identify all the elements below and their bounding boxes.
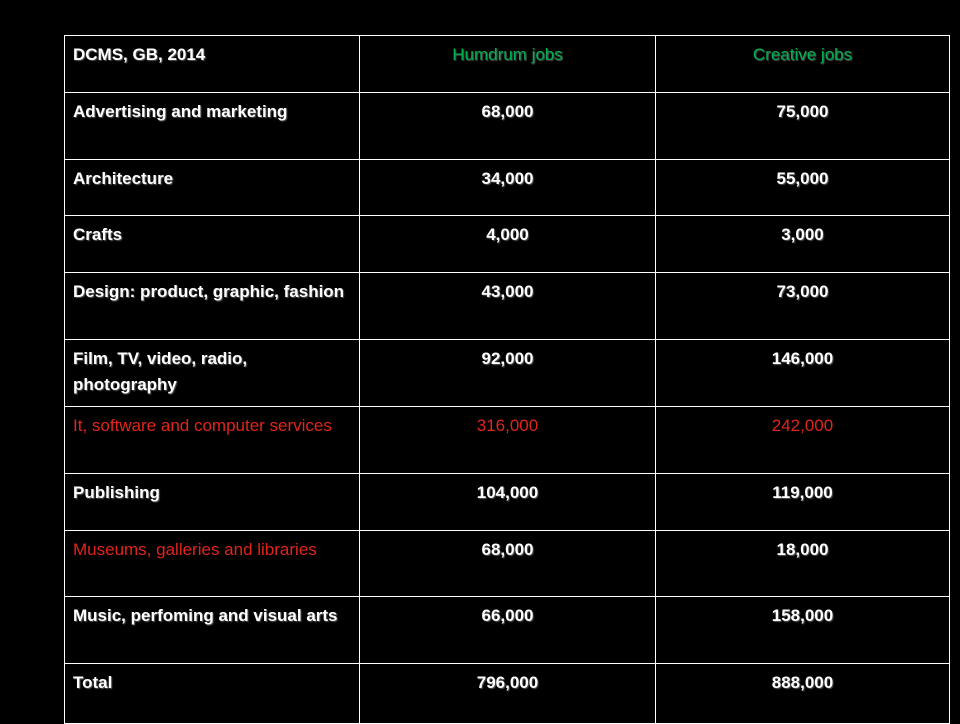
row-creative-value: 146,000 bbox=[656, 340, 950, 407]
row-category: Film, TV, video, radio, photography bbox=[65, 340, 360, 407]
row-humdrum-value: 68,000 bbox=[360, 531, 656, 597]
table-row bbox=[65, 93, 950, 160]
row-category: Publishing bbox=[65, 474, 360, 531]
row-creative-value: 119,000 bbox=[656, 474, 950, 531]
table-row-highlighted-category bbox=[65, 531, 950, 597]
row-category: Design: product, graphic, fashion bbox=[65, 273, 360, 340]
row-creative-value: 888,000 bbox=[656, 664, 950, 724]
row-humdrum-value: 66,000 bbox=[360, 597, 656, 664]
row-humdrum-value: 796,000 bbox=[360, 664, 656, 724]
table-header-humdrum: Humdrum jobs bbox=[360, 36, 656, 93]
row-category: It, software and computer services bbox=[65, 407, 360, 474]
table-header-creative: Creative jobs bbox=[656, 36, 950, 93]
row-creative-value: 55,000 bbox=[656, 160, 950, 216]
row-humdrum-value: 4,000 bbox=[360, 216, 656, 273]
row-category: Total bbox=[65, 664, 360, 724]
row-category: Museums, galleries and libraries bbox=[65, 531, 360, 597]
row-creative-value: 3,000 bbox=[656, 216, 950, 273]
row-category: Music, perfoming and visual arts bbox=[65, 597, 360, 664]
row-humdrum-value: 104,000 bbox=[360, 474, 656, 531]
row-humdrum-value: 316,000 bbox=[360, 407, 656, 474]
row-creative-value: 73,000 bbox=[656, 273, 950, 340]
row-humdrum-value: 92,000 bbox=[360, 340, 656, 407]
table-row bbox=[65, 160, 950, 216]
row-creative-value: 158,000 bbox=[656, 597, 950, 664]
table-row bbox=[65, 597, 950, 664]
table-row bbox=[65, 474, 950, 531]
row-creative-value: 242,000 bbox=[656, 407, 950, 474]
table-row-total bbox=[65, 664, 950, 724]
table-row bbox=[65, 340, 950, 407]
table-header-source: DCMS, GB, 2014 bbox=[65, 36, 360, 93]
row-creative-value: 18,000 bbox=[656, 531, 950, 597]
table-row bbox=[65, 273, 950, 340]
row-humdrum-value: 68,000 bbox=[360, 93, 656, 160]
row-humdrum-value: 43,000 bbox=[360, 273, 656, 340]
row-category: Advertising and marketing bbox=[65, 93, 360, 160]
table-row bbox=[65, 216, 950, 273]
jobs-table bbox=[64, 35, 950, 724]
table-header-row bbox=[65, 36, 950, 93]
row-category: Crafts bbox=[65, 216, 360, 273]
table-row-highlighted bbox=[65, 407, 950, 474]
row-creative-value: 75,000 bbox=[656, 93, 950, 160]
row-category: Architecture bbox=[65, 160, 360, 216]
row-humdrum-value: 34,000 bbox=[360, 160, 656, 216]
